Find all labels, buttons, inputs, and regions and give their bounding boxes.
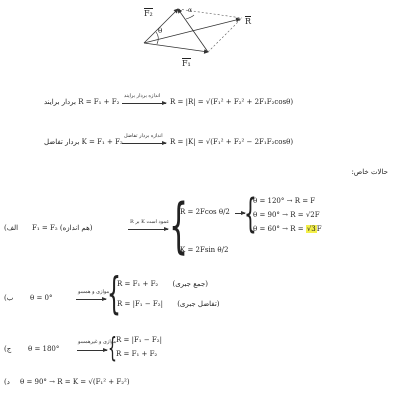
case-b-eq1: R = F₁ + F₂ bbox=[117, 280, 159, 288]
case-a-cond: F₁ = F₂ bbox=[32, 224, 58, 232]
case-a-sub1: θ = 120° → R = F bbox=[253, 197, 316, 205]
sum-arrow-label: اندازه بردار برایند bbox=[124, 93, 161, 99]
case-b-arrow bbox=[76, 299, 106, 300]
case-b-eq1-row bbox=[117, 280, 208, 288]
label-r: R bbox=[245, 17, 252, 26]
sum-lhs: R = F₁ + F₂ bbox=[78, 98, 120, 106]
case-a-cond-fa: (هم اندازه) bbox=[59, 224, 93, 232]
case-a-label: الف) bbox=[4, 224, 19, 232]
diff-prefix-fa: بردار تفاضل bbox=[44, 138, 80, 146]
case-d-eq: θ = 90° → R = K = √(F₁² + F₂²) bbox=[20, 378, 130, 386]
label-alpha: α bbox=[188, 7, 193, 14]
case-a-arrow-label: R بر K عمود است bbox=[130, 219, 170, 225]
case-b-eq1-fa: (جمع جبری) bbox=[172, 280, 209, 288]
case-b-eq2: R = |F₁ − F₂| bbox=[117, 300, 163, 308]
case-c-eq2: R = F₁ + F₂ bbox=[116, 350, 158, 358]
case-a-sub3 bbox=[253, 225, 322, 233]
case-a-sub3-post: F bbox=[316, 225, 322, 233]
sum-rhs: R = |R| = √(F₁² + F₂² + 2F₁F₂cosθ) bbox=[170, 98, 294, 106]
vector-diagram-svg bbox=[130, 5, 290, 75]
sum-arrow bbox=[122, 103, 166, 104]
case-b-condition: θ = 0° bbox=[30, 294, 53, 302]
case-b-arrow-label: موازی و همسو bbox=[78, 289, 110, 295]
label-theta: θ bbox=[158, 27, 163, 35]
label-f1: F₁ bbox=[182, 59, 191, 68]
case-a-sub2: θ = 90° → R = √2F bbox=[253, 211, 320, 219]
case-c-brace: { bbox=[108, 331, 117, 364]
case-b-label: ب) bbox=[4, 294, 14, 302]
case-c-eq1: R = |F₁ − F₂| bbox=[116, 336, 162, 344]
case-a-eq-k: K = 2Fsin θ/2 bbox=[180, 246, 229, 254]
diff-arrow bbox=[122, 143, 166, 144]
case-a-arrow bbox=[128, 229, 168, 230]
diff-formula-row bbox=[44, 138, 123, 146]
sum-formula-row bbox=[44, 98, 119, 106]
special-cases-heading: حالات خاص: bbox=[351, 168, 388, 176]
case-d-label: د) bbox=[4, 378, 10, 386]
alpha-arc bbox=[186, 15, 194, 19]
case-c-arrow-label: موازی و غیرهمسو bbox=[78, 339, 117, 345]
case-c-arrow bbox=[77, 350, 107, 351]
vector-k bbox=[178, 9, 208, 52]
vector-f1 bbox=[144, 43, 208, 52]
case-c-condition: θ = 180° bbox=[28, 345, 60, 353]
sum-prefix-fa: بردار برایند bbox=[44, 98, 76, 106]
case-b-eq2-row bbox=[117, 300, 220, 308]
diff-rhs: R = |K| = √(F₁² + F₂² − 2F₁F₂cosθ) bbox=[170, 138, 294, 146]
case-b-brace: { bbox=[107, 268, 121, 319]
case-a-eq-r: R = 2Fcos θ/2 bbox=[180, 208, 230, 216]
case-a-sub3-pre: θ = 60° → R = bbox=[253, 225, 306, 233]
case-a-brace: { bbox=[169, 191, 189, 261]
case-a-condition bbox=[32, 224, 93, 232]
case-a-sub-brace: { bbox=[244, 191, 257, 237]
case-b-eq2-fa: (تفاضل جبری) bbox=[177, 300, 220, 308]
vector-diagram bbox=[130, 5, 290, 75]
diff-lhs: K = F₁ + F₂ bbox=[81, 138, 123, 146]
case-c-label: ج) bbox=[4, 345, 12, 353]
diff-arrow-label: اندازه بردار تفاضل bbox=[124, 133, 163, 139]
case-a-sub3-highlight: √3 bbox=[306, 225, 316, 233]
label-f2: F₂ bbox=[144, 9, 153, 18]
